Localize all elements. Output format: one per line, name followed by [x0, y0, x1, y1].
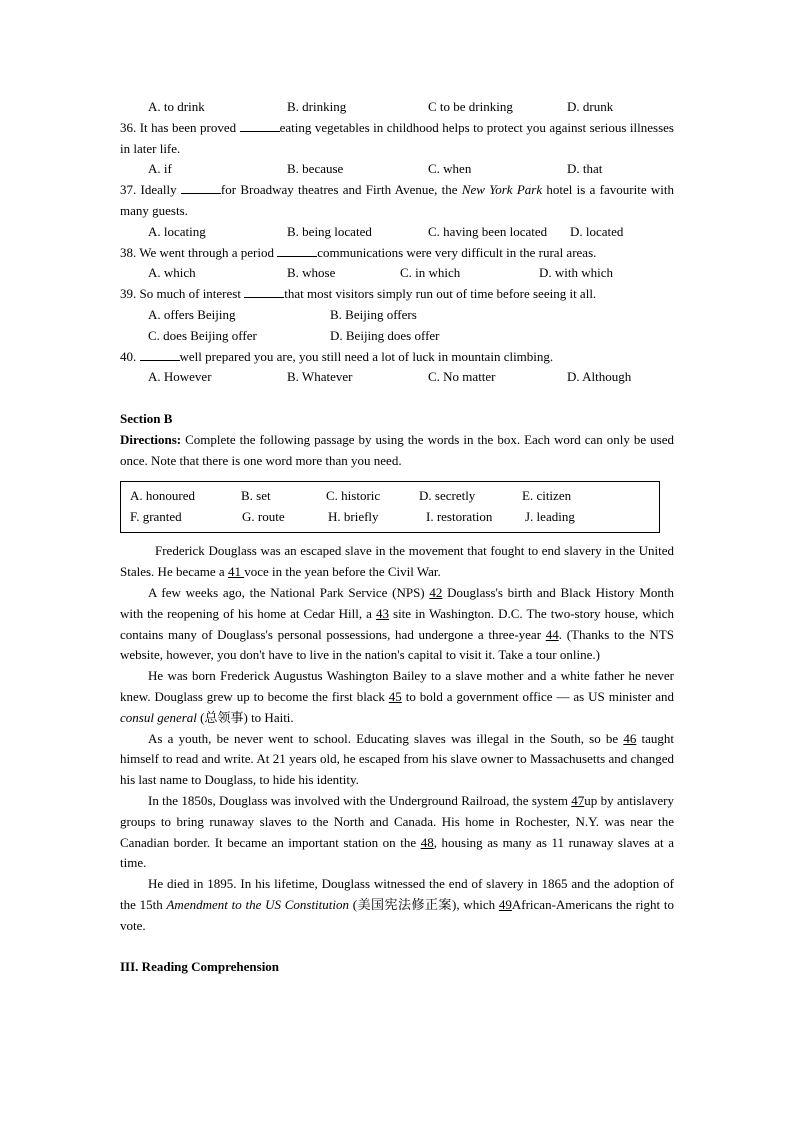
passage-paragraph: [120, 541, 674, 583]
word-option: H. briefly: [328, 509, 379, 525]
answer-blank: [277, 244, 317, 257]
question-40: [120, 347, 674, 368]
question-text: well prepared you are, you still need a lot of luck in mountain climbing.: [179, 348, 554, 364]
text: As a youth, be never went to school. Educating slaves was illegal in the South, so be: [148, 730, 624, 746]
answer-blank: [140, 348, 180, 361]
section-b-title: [120, 409, 674, 430]
passage-paragraph: [120, 666, 674, 728]
q39-options-row2: [120, 326, 674, 347]
option: B. drinking: [287, 99, 347, 114]
text: up by antislavery groups to bring runaway slaves to the North and Canada. His home in Rochester, N.Y. was near the Canadian border. It became an important station on the: [120, 792, 674, 850]
text: African-Americans the right to vote.: [120, 896, 674, 933]
text: He was born Frederick Augustus Washington Bailey to a slave mother and a white father he never knew. Douglass grew up to become the first black: [120, 668, 674, 704]
option: C to be drinking: [428, 99, 513, 114]
hotel-name: New York Park: [461, 182, 543, 198]
blank-43: 43: [375, 605, 389, 621]
blank-46: 46: [623, 730, 637, 746]
q35-options: [120, 97, 674, 118]
directions: [120, 430, 674, 472]
question-text: that most visitors simply run out of time before seeing it all.: [284, 286, 597, 302]
word-option: I. restoration: [426, 509, 493, 525]
passage-paragraph: [120, 729, 674, 791]
section-3-title: [120, 957, 674, 978]
q40-options: [120, 367, 674, 388]
blank-48: 48: [420, 834, 434, 850]
option: B. whose: [287, 265, 336, 281]
italic-term: consul general: [120, 709, 197, 725]
word-option: G. route: [242, 509, 285, 525]
blank-41: 41: [227, 564, 245, 580]
word-option: D. secretly: [419, 488, 476, 504]
text: , housing as many as 11 runaway slaves at a time.: [120, 834, 674, 871]
option: B. Whatever: [287, 369, 353, 385]
text: In the 1850s, Douglass was involved with the Underground Railroad, the system: [148, 792, 572, 808]
option: D. Although: [567, 369, 632, 385]
option: D. with which: [539, 265, 614, 281]
question-text: 36. It has been proved: [120, 119, 240, 135]
option: C. No matter: [428, 369, 496, 385]
passage-paragraph: [120, 874, 674, 936]
option: B. because: [287, 161, 344, 177]
option: D. that: [567, 161, 603, 177]
document-content: [120, 97, 674, 978]
q38-options: [120, 263, 674, 284]
question-37: [120, 180, 674, 222]
answer-blank: [181, 181, 221, 194]
italic-term: Amendment to the US Constitution: [166, 896, 349, 912]
passage-paragraph: [120, 583, 674, 666]
answer-blank: [244, 285, 284, 298]
text: voce in the yean before the Civil War.: [244, 564, 441, 580]
text: taught himself to read and write. At 21 years old, he escaped from his slave owner to Massachusetts and changed his last name to Douglass, to hide his identity.: [120, 730, 674, 788]
question-text: communications were very difficult in the rural areas.: [317, 244, 597, 260]
blank-47: 47: [571, 792, 585, 808]
option: C. does Beijing offer: [148, 327, 257, 343]
option: C. having been located: [428, 223, 548, 239]
text: A few weeks ago, the National Park Service (NPS): [148, 584, 430, 600]
blank-42: 42: [429, 584, 443, 600]
text: Douglass's birth and Black History Month with the reopening of his home at Cedar Hill, a: [120, 584, 674, 621]
passage-paragraph: [120, 791, 674, 874]
option: D. Beijing does offer: [330, 327, 440, 343]
question-38: [120, 243, 674, 264]
option: A. However: [148, 369, 212, 385]
option: D. drunk: [567, 99, 614, 114]
option: C. in which: [400, 265, 461, 281]
text: site in Washington. D.C. The two-story house, which contains many of Douglass's personal possessions, had undergone a three-year: [120, 605, 674, 642]
word-option: C. historic: [326, 488, 381, 504]
section-heading: Section B: [120, 410, 173, 426]
word-option: A. honoured: [130, 488, 195, 504]
q36-options: [120, 159, 674, 180]
option: A. which: [148, 265, 196, 281]
directions-label: Directions:: [120, 431, 182, 447]
question-text: hotel is a favourite with many guests.: [120, 182, 674, 218]
answer-blank: [240, 119, 280, 132]
word-option: J. leading: [525, 509, 575, 525]
question-36: [120, 118, 674, 160]
word-option: F. granted: [130, 509, 182, 525]
word-option: E. citizen: [522, 488, 572, 504]
q39-options-row1: [120, 305, 674, 326]
question-text: 39. So much of interest: [120, 286, 245, 302]
option: B. Beijing offers: [330, 306, 417, 322]
text: to bold a government office — as US minister and: [401, 688, 675, 704]
option: C. when: [428, 161, 472, 177]
text: (美国宪法修正案), which: [349, 896, 499, 912]
option: B. being located: [287, 223, 372, 239]
option: A. if: [148, 161, 172, 177]
directions-text: Complete the following passage by using the words in the box. Each word can only be used once. Note that there is one word more than you need.: [120, 431, 674, 468]
question-text: for Broadway theatres and Firth Avenue, the: [220, 182, 462, 198]
section-heading: III. Reading Comprehension: [120, 959, 280, 975]
question-text: 38. We went through a period: [120, 244, 278, 260]
question-text: eating vegetables in childhood helps to protect you against serious illnesses in later life.: [120, 119, 674, 156]
blank-49: 49: [498, 896, 512, 912]
text: . (Thanks to the NTS website, however, you don't have to live in the nation's capital to visit it. Take a tour online.): [120, 626, 674, 663]
question-39: [120, 284, 674, 305]
option: A. locating: [148, 223, 206, 239]
text: He died in 1895. In his lifetime, Douglass witnessed the end of slavery in 1865 and the adoption of the 15th: [120, 876, 674, 912]
question-text: 37. Ideally: [120, 182, 181, 198]
blank-44: 44: [545, 626, 559, 642]
blank-45: 45: [388, 688, 402, 704]
option: A. to drink: [148, 99, 205, 114]
word-box: [120, 481, 660, 533]
q37-options: [120, 222, 674, 243]
option: A. offers Beijing: [148, 306, 236, 322]
text: Frederick Douglass was an escaped slave in the movement that fought to end slavery in the United Stales. He became a: [120, 543, 674, 580]
question-text: 40.: [120, 348, 140, 364]
word-option: B. set: [241, 488, 271, 504]
option: D. located: [570, 223, 624, 239]
text: (总领事) to Haiti.: [196, 709, 294, 725]
